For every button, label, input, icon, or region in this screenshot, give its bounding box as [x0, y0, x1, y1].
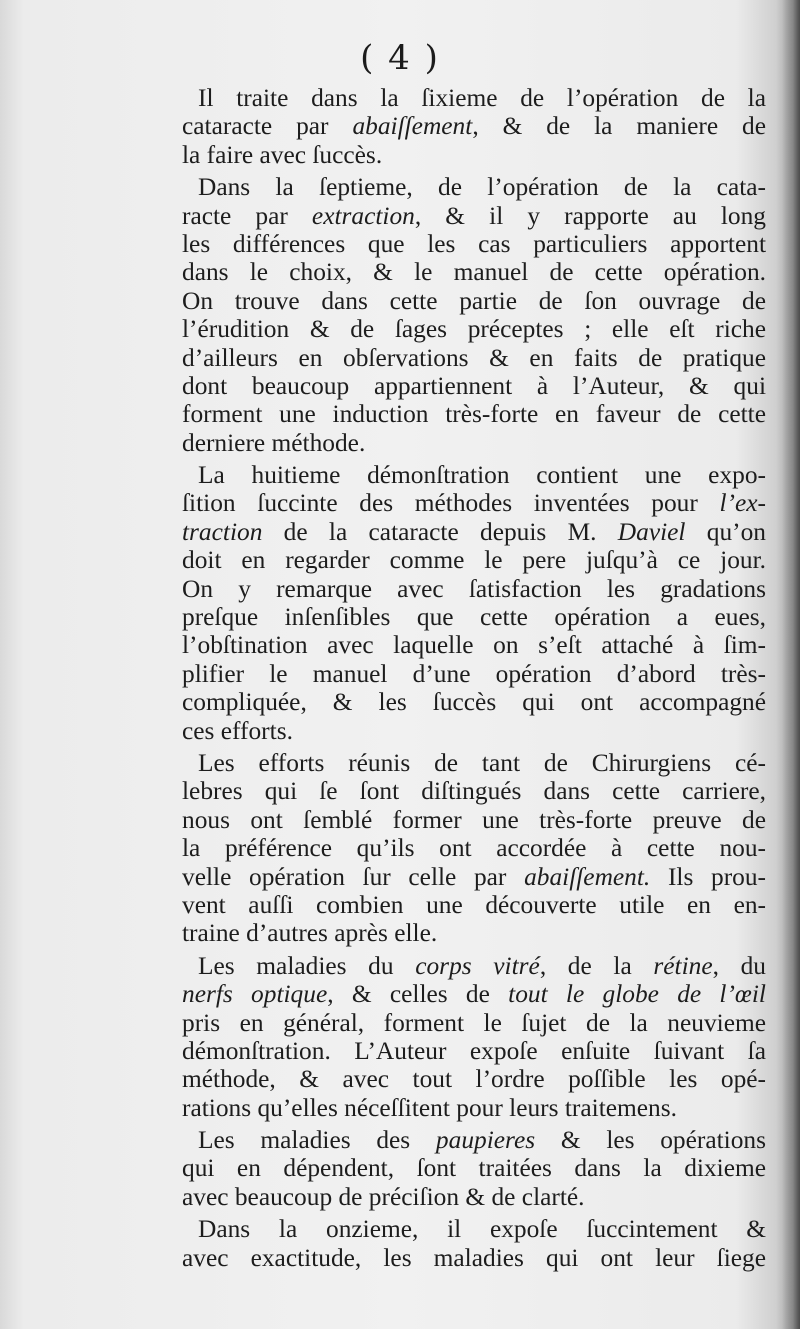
text-line: Il traite dans la ſixieme de l’opération de la — [198, 84, 766, 112]
text-line: compliquée, & les ſuccès qui ont accompagné — [182, 688, 766, 717]
text-line: preſque inſenſibles que cette opération a eues, — [182, 603, 766, 632]
text-line: ces efforts. — [182, 716, 293, 745]
text-line: Les maladies du corps vitré, de la rétine, du — [198, 951, 766, 980]
body-text — [182, 84, 766, 1272]
text-line: velle opération ſur celle par abaiſſement. Ils prou- — [182, 862, 766, 891]
italic-term: paupieres — [435, 1126, 536, 1155]
text-line: cataracte par abaiſſement, & de la maniere de — [182, 112, 766, 141]
text-line: On trouve dans cette partie de ſon ouvrage de — [182, 286, 766, 315]
italic-term: abaiſſement. — [524, 862, 651, 891]
text-line: l’érudition & de ſages préceptes ; elle eſt riche — [182, 315, 766, 344]
italic-term: abaiſſement — [352, 112, 473, 141]
italic-term: rétine — [653, 951, 713, 980]
text-line: Dans la ſeptieme, de l’opération de la cata- — [198, 173, 766, 202]
text-line: doit en regarder comme le pere juſqu’à ce jour. — [182, 546, 766, 575]
text-line: pris en général, forment le ſujet de la neuvieme — [182, 1008, 766, 1037]
text-line: Dans la onzieme, il expoſe ſuccintement & — [198, 1215, 766, 1244]
page-number: ( 4 ) — [360, 38, 440, 78]
text-line: d’ailleurs en obſervations & en faits de pratique — [182, 343, 766, 372]
text-line: nous ont ſemblé former une très-forte preuve de — [182, 805, 766, 834]
text-line: avec beaucoup de préciſion & de clarté. — [182, 1182, 585, 1211]
text-line: l’obſtination avec laquelle on s’eſt attaché à ſim- — [182, 631, 766, 660]
page-edge-shadow — [782, 0, 800, 1329]
text-line: dans le choix, & le manuel de cette opération. — [182, 258, 766, 287]
text-line: La huitieme démonſtration contient une expo- — [198, 461, 766, 490]
italic-term: traction — [182, 517, 263, 546]
text-line: Les efforts réunis de tant de Chirurgiens cé- — [198, 748, 766, 777]
italic-term: extraction — [311, 201, 415, 230]
text-line: lebres qui ſe ſont diſtingués dans cette carriere, — [182, 777, 766, 806]
text-line: racte par extraction, & il y rapporte au long — [182, 201, 766, 230]
text-line: nerfs optique, & celles de tout le globe de l’œil — [182, 980, 766, 1009]
text-line: la préférence qu’ils ont accordée à cette nou- — [182, 834, 766, 863]
text-line: vent auſſi combien une découverte utile en en- — [182, 890, 766, 919]
italic-term: tout le globe de l’œil — [508, 980, 766, 1009]
text-line: plifier le manuel d’une opération d’abord très- — [182, 659, 766, 688]
italic-name: Daviel — [617, 517, 686, 546]
text-line: Les maladies des paupieres & les opérations — [198, 1126, 767, 1155]
text-line: traine d’autres après elle. — [182, 919, 438, 948]
text-line: la faire avec ſuccès. — [182, 140, 383, 169]
text-line: avec exactitude, les maladies qui ont leur ſiege — [182, 1243, 766, 1272]
italic-term: corps vitré — [415, 951, 540, 980]
text-line: qui en dépendent, ſont traitées dans la dixieme — [182, 1154, 766, 1183]
italic-term: l’ex- — [719, 489, 766, 518]
text-line: rations qu’elles néceſſitent pour leurs traitemens. — [182, 1093, 677, 1122]
text-line: derniere méthode. — [182, 428, 366, 457]
text-line: forment une induction très-forte en faveur de cette — [182, 400, 766, 429]
text-line: dont beaucoup appartiennent à l’Auteur, & qui — [182, 371, 766, 400]
text-line: les différences que les cas particuliers apportent — [182, 229, 766, 258]
text-line: démonſtration. L’Auteur expoſe enſuite ſuivant ſa — [182, 1036, 766, 1065]
text-line: ſition ſuccinte des méthodes inventées pour l’ex- — [182, 489, 766, 518]
italic-term: nerfs optique — [182, 980, 328, 1009]
text-line: méthode, & avec tout l’ordre poſſible les opé- — [182, 1065, 766, 1094]
text-line: traction de la cataracte depuis M. Daviel qu’on — [182, 517, 766, 546]
text-line: On y remarque avec ſatisfaction les gradations — [182, 574, 766, 603]
